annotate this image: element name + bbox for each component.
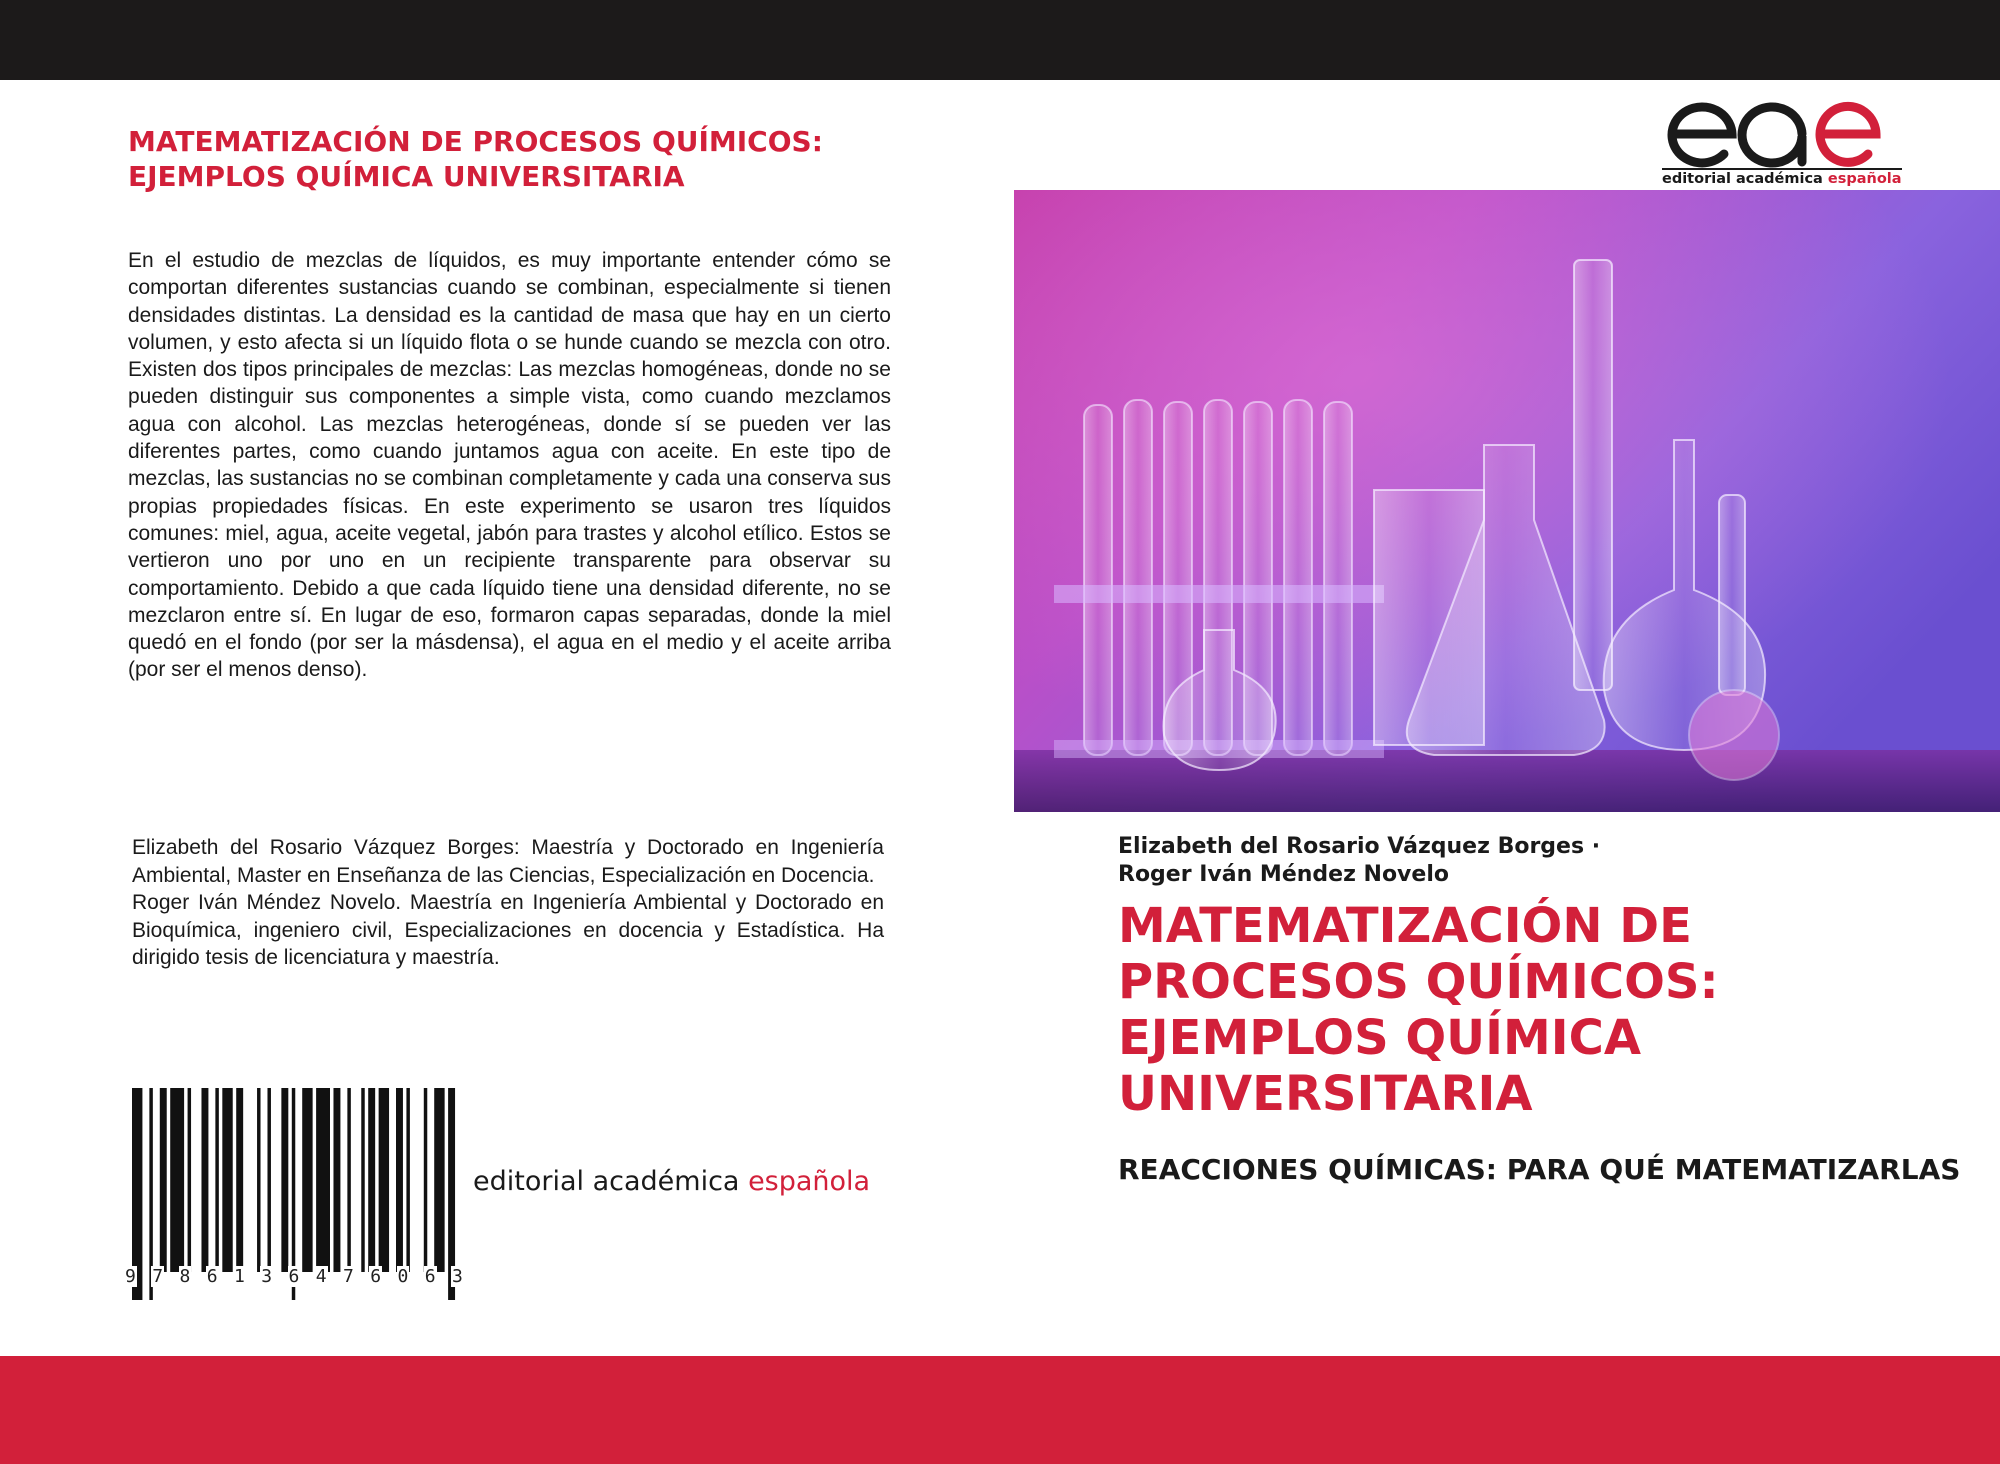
author-bio-paragraph: Roger Iván Méndez Novelo. Maestría en Ingeniería Ambiental y Doctorado en Bioquímica, ingeniero civil, Especializaciones en docencia y Estadística. Ha dirigido tesis de licenciatura y maestría.	[132, 891, 884, 970]
barcode-bar	[302, 1088, 312, 1272]
barcode-bar	[222, 1088, 232, 1272]
barcode-bar	[379, 1088, 389, 1272]
isbn-digit: 3	[261, 1266, 273, 1287]
isbn-digit: 7	[343, 1266, 354, 1287]
logo-caption	[1662, 168, 1902, 187]
isbn-digit: 7	[152, 1266, 164, 1287]
publisher-name	[473, 1166, 870, 1197]
author-name: Roger Iván Méndez Novelo	[1118, 862, 1449, 887]
barcode-bar	[347, 1088, 350, 1272]
author-name: Elizabeth del Rosario Vázquez Borges ·	[1118, 834, 1601, 859]
front-authors	[1118, 833, 1978, 889]
isbn-digit: 6	[424, 1266, 436, 1287]
front-cover-subtitle: REACCIONES QUÍMICAS: PARA QUÉ MATEMATIZARLAS	[1118, 1153, 1961, 1186]
bottom-band	[0, 1356, 2000, 1464]
barcode-bar	[281, 1088, 288, 1272]
isbn-digit: 4	[315, 1266, 327, 1287]
publisher-logo	[1656, 96, 1902, 192]
author-bio	[132, 834, 884, 972]
isbn-digit: 9	[125, 1266, 136, 1287]
barcode-bar	[257, 1088, 260, 1272]
isbn-digit: 0	[397, 1266, 409, 1287]
back-cover-blurb: En el estudio de mezclas de líquidos, es muy importante entender cómo se comportan diferentes sustancias cuando se combinan, especialmente si tienen densidades distintas. La densidad es la cantidad de masa que hay en un cierto volumen, y esto afecta si un líquido flota o se hunde cuando se mezcla con otro. Existen dos tipos principales de mezclas: Las mezclas homogéneas, donde no se pueden distinguir sus componentes a simple vista, como cuando mezclamos agua con alcohol. Las mezclas heterogéneas, donde sí se pueden ver las diferentes partes, como cuando juntamos agua con aceite. En este tipo de mezclas, las sustancias no se combinan completamente y cada una conserva sus propias propiedades físicas. En este experimento se usaron tres líquidos comunes: miel, agua, aceite vegetal, jabón para trastes y alcohol etílico. Estos se vertieron uno por uno en un recipiente transparente para observar su comportamiento. Debido a que cada líquido tiene una densidad diferente, no se mezclaron entre sí. En lugar de eso, formaron capas separadas, donde la miel quedó en el fondo (por ser la másdensa), el agua en el medio y el aceite arriba (por ser el menos denso).	[128, 249, 891, 682]
barcode-bar	[361, 1088, 364, 1272]
barcode-bar	[316, 1088, 330, 1272]
barcode-bar	[236, 1088, 243, 1272]
publisher-name-main: editorial académica	[473, 1166, 749, 1197]
cover-photo	[1014, 190, 2000, 812]
barcode-bar	[267, 1088, 270, 1272]
isbn-digit: 6	[206, 1266, 218, 1287]
back-cover-title: MATEMATIZACIÓN DE PROCESOS QUÍMICOS: EJEMPLOS QUÍMICA UNIVERSITARIA	[128, 125, 823, 193]
barcode-bar	[160, 1088, 167, 1272]
barcode-bar	[406, 1088, 409, 1272]
front-cover-title: MATEMATIZACIÓN DE PROCESOS QUÍMICOS: EJEMPLOS QUÍMICA UNIVERSITARIA	[1118, 898, 1719, 1122]
isbn-digit: 8	[179, 1266, 191, 1287]
barcode-bar	[434, 1088, 444, 1272]
top-band	[0, 0, 2000, 80]
barcode-bar	[333, 1088, 340, 1272]
isbn-digit: 6	[370, 1266, 382, 1287]
barcode-bar	[396, 1088, 403, 1272]
isbn-digit: 3	[452, 1266, 463, 1287]
logo-caption-main: editorial académica	[1662, 171, 1828, 187]
barcode-bar	[368, 1088, 375, 1272]
isbn-digit: 1	[234, 1266, 245, 1287]
author-bio-paragraph: Elizabeth del Rosario Vázquez Borges: Maestría y Doctorado en Ingeniería Ambiental, Master en Enseñanza de las Ciencias, Especialización en Docencia.	[132, 836, 884, 887]
barcode-bar	[201, 1088, 208, 1272]
isbn-digits	[124, 1266, 464, 1287]
barcode-bar	[170, 1088, 184, 1272]
barcode-bar	[188, 1088, 191, 1272]
barcode-bar	[215, 1088, 218, 1272]
publisher-name-accent: española	[748, 1166, 871, 1197]
logo-caption-accent: española	[1827, 171, 1902, 187]
eae-logo-icon	[1662, 96, 1884, 168]
barcode-bar	[424, 1088, 427, 1272]
isbn-digit: 6	[288, 1266, 300, 1287]
